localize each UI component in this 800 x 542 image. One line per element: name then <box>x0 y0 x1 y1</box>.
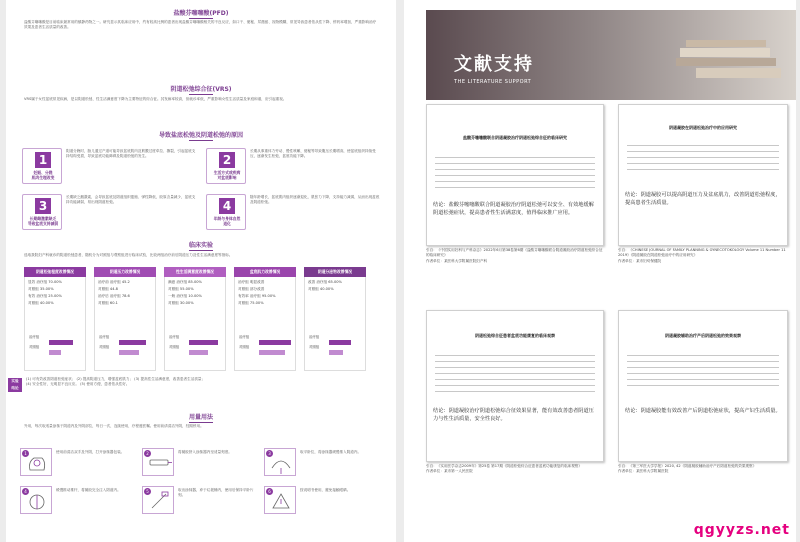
paper-scan <box>426 310 604 462</box>
result-bar <box>49 340 73 345</box>
cause-card <box>22 148 200 184</box>
result-bar <box>119 340 146 345</box>
usage-step <box>264 448 380 478</box>
banner-subtitle: THE LITERATURE SUPPORT <box>454 79 532 85</box>
results-column-header: 阴道分泌物改善情况 <box>304 267 366 277</box>
results-column <box>234 267 296 371</box>
brochure-right-page <box>404 0 796 542</box>
conclusion-badge: 实验 结论 <box>8 378 22 392</box>
results-column <box>24 267 86 371</box>
results-column <box>304 267 366 371</box>
cause-number: 4 <box>219 198 235 214</box>
results-line: 治疗前 治疗组 45.2 <box>98 280 130 284</box>
paper-citation: 引自：《CHINESE JOURNAL OF FAMILY PLANNING & GYNECOTOKOLOGY Volume 11 Number 11 2019》《阴道凝胶在阴道松弛治疗中的应用研究》 作者单位：某市妇幼保健院 <box>618 248 786 263</box>
usage-step-text: 按说明书使用，避免接触眼睛。 <box>300 488 351 492</box>
paper-title: 阴道松弛综合征患者盆底功能康复的临床观察 <box>475 333 555 338</box>
results-line: 对照组 60.1 <box>98 301 118 305</box>
cause-description: 随年龄增长，盆底肌肉组织逐渐退化，肌张力下降，支持能力减弱，从而出现盆底及阴道松弛。 <box>250 195 380 204</box>
paper-citation: 引自：《中国实用妇科与产科杂志》2022年6月第38卷第6期《盐酸芬噻噻酸联合阴道凝胶治疗阴道松弛综合征的临床研究》 作者单位：某医科大学附属医院妇产科 <box>426 248 603 263</box>
results-line: 对照组 部分改善 <box>238 287 265 291</box>
result-bar-row <box>29 335 39 340</box>
cause-number: 1 <box>35 152 51 168</box>
paper-title: 阴道凝胶在阴道松弛治疗中的应用研究 <box>669 125 737 130</box>
result-bar <box>259 350 285 355</box>
usage-step <box>142 486 258 516</box>
results-column <box>94 267 156 371</box>
results-line: 有效 治疗组 25.00% <box>28 294 62 298</box>
result-bar <box>119 350 139 355</box>
result-bar-row <box>309 335 319 340</box>
result-bar-label: 治疗组 <box>29 335 40 339</box>
warning-icon: 6 <box>264 486 296 514</box>
results-line: 治疗后 治疗组 78.6 <box>98 294 130 298</box>
cause-label: 年龄与身体自然 退化 <box>213 216 241 226</box>
watermark: qgyyzs.net <box>693 522 790 538</box>
result-bar-label: 对照组 <box>309 345 320 349</box>
books-illustration <box>666 18 786 88</box>
results-column-header: 阴道松弛程度改善情况 <box>24 267 86 277</box>
results-line: 对照组 44.8 <box>98 287 118 291</box>
cause-number: 3 <box>35 198 51 214</box>
result-bar-row <box>239 335 249 340</box>
result-bar <box>329 340 351 345</box>
result-bar-label: 治疗组 <box>309 335 320 339</box>
result-bar-row <box>99 335 109 340</box>
result-bar-label: 对照组 <box>29 345 40 349</box>
result-bar <box>49 350 61 355</box>
results-line: 一般 治疗组 10.00% <box>168 294 202 298</box>
results-column-header: 性生活满意度改善情况 <box>164 267 226 277</box>
banner-title: 文献支持 <box>454 54 534 75</box>
result-bar <box>329 350 343 355</box>
cause-card <box>206 148 384 184</box>
paper-highlight: 结论：阴道凝胶可以提高阴道压力及盆底肌力，改善阴道松弛程度，提高患者生活质量。 <box>625 192 781 206</box>
clinical-paragraph: 选取我院妇产科就诊的阴道松弛患者，随机分为对照组与观察组进行临床试验，比较两组治疗前后阴道压力及性生活满意度等指标。 <box>24 253 233 257</box>
result-bar-label: 治疗组 <box>239 335 250 339</box>
results-line: 显效 治疗组 70.00% <box>28 280 62 284</box>
result-bar-row <box>309 345 319 350</box>
result-bar-label: 治疗组 <box>99 335 110 339</box>
results-line: 对照组 55.00% <box>168 287 194 291</box>
cause-card <box>22 194 200 230</box>
applicator-icon: 2 <box>142 448 174 476</box>
results-line: 满意 治疗组 85.00% <box>168 280 202 284</box>
results-line: 对照组 75.00% <box>238 301 264 305</box>
section-title-vrs: 阴道松弛综合征(VRS) <box>170 86 232 93</box>
section-title-clinical: 临床实验 <box>188 242 213 249</box>
usage-step <box>264 486 380 516</box>
results-line: 治疗组 明显改善 <box>238 280 265 284</box>
section-title-usage: 用量用法 <box>188 414 213 421</box>
section-title-pfd: 盐酸芬噻噻酸(PFD) <box>173 10 229 17</box>
press-icon: 4 <box>20 486 52 514</box>
result-bar-label: 对照组 <box>239 345 250 349</box>
results-line: 对照组 40.00% <box>308 287 334 291</box>
usage-step-text: 取出涂抹器，弃于垃圾桶内，使用后保持平卧片刻。 <box>178 488 254 497</box>
usage-step <box>142 448 258 478</box>
result-bar-row <box>99 345 109 350</box>
body-icon: 3 <box>264 448 296 476</box>
cause-description: 长期从事重体力劳动、慢性咳嗽、便秘等导致腹压长期增高，使盆底组织持续受压，逐渐发生松弛，盆底功能下降。 <box>250 149 376 158</box>
brochure-left-page <box>6 0 396 542</box>
results-column-header: 阴道压力改善情况 <box>94 267 156 277</box>
literature-banner <box>426 10 796 100</box>
result-bar-row <box>239 345 249 350</box>
cause-label: 生活方式或疾病 对盆底影响 <box>213 170 241 180</box>
result-bar <box>189 340 218 345</box>
usage-step-text: 取平卧位，将涂抹器缓慢推入阴道内。 <box>300 450 362 454</box>
paper-scan <box>618 310 788 462</box>
paper-highlight: 结论：盐酸芬噻噻酸联合阴道凝胶治疗阴道松弛可以安全、有效地缓解阴道松弛症状，提高患者性生活满意度，值得临床推广应用。 <box>433 202 594 216</box>
usage-step <box>20 486 136 516</box>
section-title-causes: 导致盐底松弛及阴道松弛的原因 <box>158 132 243 139</box>
results-column <box>164 267 226 371</box>
hand-icon: 1 <box>20 448 52 476</box>
paper-citation: 引自：《实用医学杂志2009年》第25卷 第17期《阴道松弛综合征患者盆底功能康复的临床观察》 作者单位：某市第一人民医院 <box>426 464 582 474</box>
result-bar-label: 治疗组 <box>169 335 180 339</box>
results-line: 有效率 治疗组 95.00% <box>238 294 276 298</box>
results-line: 改善 治疗组 65.00% <box>308 280 342 284</box>
cause-description: 长期缺乏雌激素，会导致盆底及阴道组织萎缩、弹性降低，胶原含量减少，盆底支持功能减弱，易出现阴道松弛。 <box>66 195 196 204</box>
paper-title: 盐酸芬噻噻酸联合阴道凝胶治疗阴道松弛综合征的临床研究 <box>463 135 567 140</box>
results-column-header: 盆底肌力改善情况 <box>234 267 296 277</box>
cause-card <box>206 194 384 230</box>
results-line: 对照组 35.00% <box>28 287 54 291</box>
result-bar-row <box>29 345 39 350</box>
conclusion-text: (1) 可有效改善阴道松弛症状； (2) 提高阴道压力，增强盆底肌力； (3) 提高性生活满意度，改善患者生活质量； (4) 安全性好，无明显不良反应。 (5) 使用方便，患者依从性好。 <box>26 377 206 386</box>
paper-scan <box>618 104 788 246</box>
results-line: 对照组 40.00% <box>28 301 54 305</box>
paper-highlight: 结论：阴道凝胶能有效改善产后阴道松弛症状，提高产妇生活质量。 <box>625 408 781 414</box>
cause-number: 2 <box>219 152 235 168</box>
usage-step <box>20 448 136 478</box>
usage-paragraph: 外用，每次取适量涂抹于阴道内及外阴部位，每日一次，连续使用，疗程遵医嘱。使用前请清洁外阴，经期停用。 <box>24 424 204 428</box>
usage-step-text: 将凝胶挤入涂抹器内至适量刻度。 <box>178 450 232 454</box>
results-line: 对照组 30.00% <box>168 301 194 305</box>
vrs-paragraph: VRS属于女性盆底常见疾病，是以阴道松弛、性生活满意度下降为主要特征的综合征。其发病率较高，但就诊率低，严重影响女性生活质量及家庭和谐，应引起重视。 <box>24 97 287 101</box>
remove-icon: 5 <box>142 486 174 514</box>
paper-scan <box>426 104 604 246</box>
pfd-paragraph: 盐酸芬噻噻酸是目前临床最常用的镇静药物之一。研究显示其临床应用中，约有较高比例的患者出现盐酸芬噻噻酸相关的不良反应，如口干、便秘、尿潴留、视物模糊，常见导致患者依从性下降、停药率增加，严重影响治疗效果及患者生活质量的改善。 <box>24 20 377 29</box>
paper-highlight: 结论：阴道凝胶治疗阴道松弛综合征效果显著，能有效改善患者阴道压力与性生活质量，安全性良好。 <box>433 408 594 422</box>
usage-step-text: 缓慢推动推杆，将凝胶完全注入阴道内。 <box>56 488 121 492</box>
result-bar-row <box>169 345 179 350</box>
cause-label: 妊娠、分娩 肌肉生理改变 <box>31 170 55 180</box>
result-bar-label: 对照组 <box>169 345 180 349</box>
result-bar <box>259 340 291 345</box>
usage-step-text: 使用前清洁双手及外阴，打开涂抹器包装。 <box>56 450 125 454</box>
result-bar-label: 对照组 <box>99 345 110 349</box>
result-bar <box>189 350 208 355</box>
cause-description: 阴道分娩时，胎儿通过产道可能导致盆底肌肉及筋膜过度牵拉、撕裂，引起盆底支持结构受损，导致盆底功能障碍及阴道松弛的发生。 <box>66 149 196 158</box>
result-bar-row <box>169 335 179 340</box>
paper-title: 阴道凝胶辅助治疗产后阴道松弛的效果观察 <box>665 333 741 338</box>
paper-citation: 引自：《第三军医大学学报》2020, 42《阴道凝胶辅助治疗产后阴道松弛的效果观察》 作者单位：某医科大学附属医院 <box>618 464 757 474</box>
cause-label: 长期雌激素缺乏 导致盆底支持减弱 <box>27 216 59 226</box>
